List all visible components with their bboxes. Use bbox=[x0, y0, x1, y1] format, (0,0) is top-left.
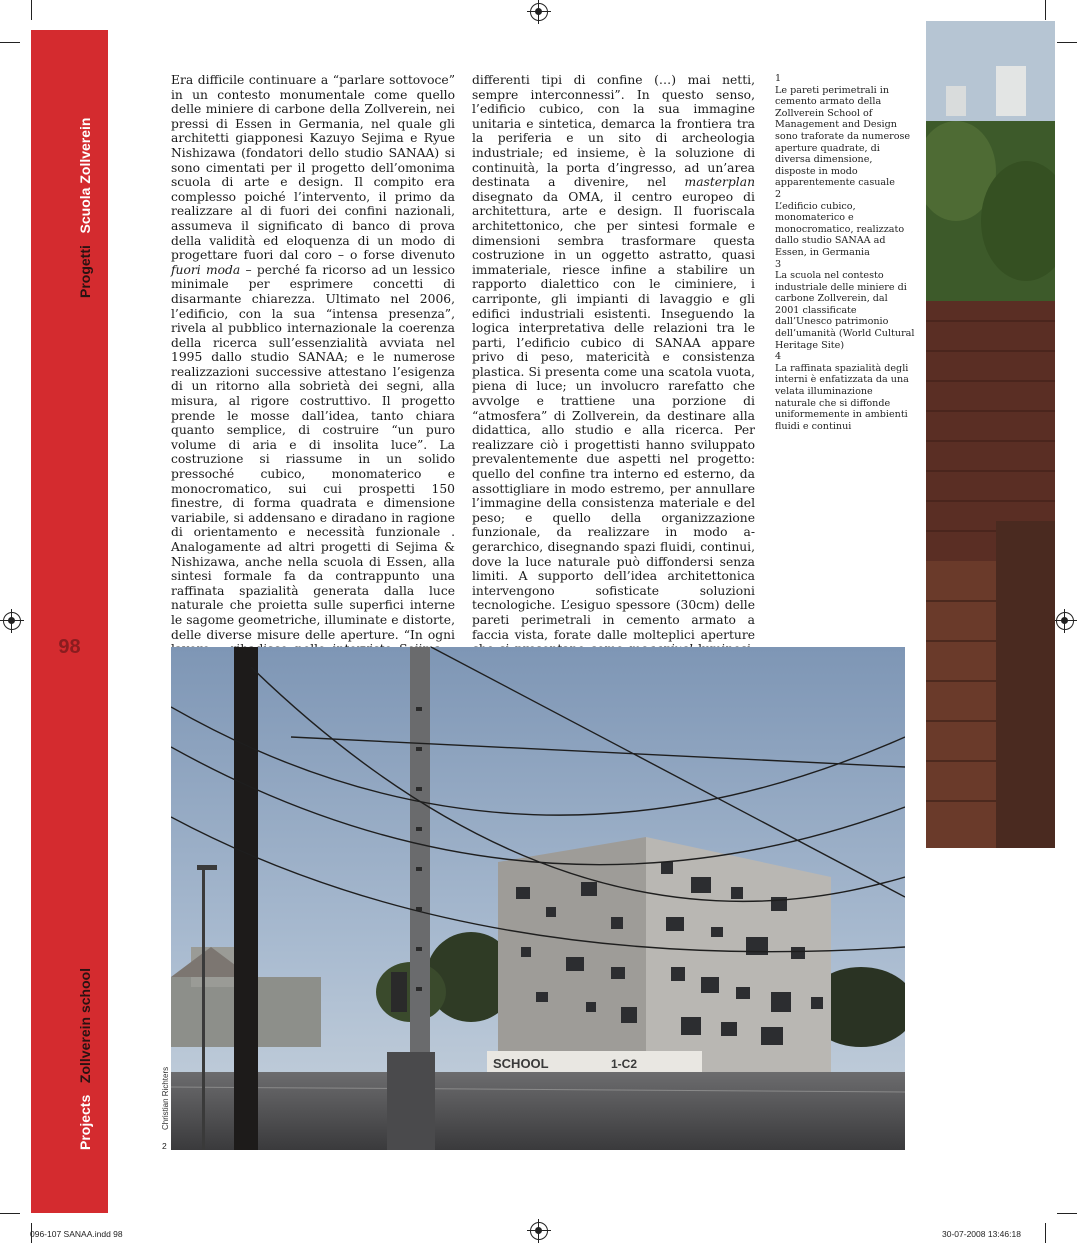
crop-mark bbox=[1045, 1223, 1046, 1243]
registration-mark-icon bbox=[1056, 612, 1074, 630]
caption-text: La scuola nel contesto industriale delle miniere di carbone Zollverein, dal 2001 classificate dall’Unesco patrimonio dell’umanità (World Cultural Heritage Site) bbox=[775, 270, 915, 351]
caption-number: 1 bbox=[775, 73, 782, 84]
photo-zollverein-school bbox=[171, 647, 905, 1150]
registration-mark-icon bbox=[530, 1222, 548, 1240]
registration-mark-icon bbox=[3, 612, 21, 630]
banner-code: 1-C2 bbox=[611, 1057, 638, 1071]
caption-list bbox=[775, 73, 915, 432]
figure-number: 2 bbox=[162, 1141, 167, 1151]
caption-item bbox=[775, 259, 915, 352]
label-zollverein-school: Zollverein school bbox=[77, 967, 93, 1084]
sidebar-section-label-top bbox=[77, 118, 93, 299]
photo-illustration bbox=[926, 21, 1055, 848]
section-sidebar bbox=[31, 30, 108, 1213]
crop-mark bbox=[0, 42, 20, 43]
caption-item bbox=[775, 189, 915, 259]
caption-item bbox=[775, 351, 915, 432]
caption-text: L’edificio cubico, monomaterico e monocromatico, realizzato dallo studio SANAA ad Essen, in Germania bbox=[775, 200, 905, 258]
body-text: Era difficile continuare a “parlare sottovoce” in un contesto monumentale come quello delle miniere di carbone della Zollverein, nei pressi di Essen in Germania, nel quale gli architetti giapponesi Kazuyo Sejima e Ryue Nishizawa (fondatori dello studio SANAA) si sono cimentati per il progetto dell’omonima scuola di arte e design. Il compito era complesso poiché l’intervento, il primo da realizzare al di fuori dei confini nazionali, assumeva il significato di banco di prova della validità ed eloquenza di un modo di progettare fuori dal coro – o forse divenuto bbox=[171, 73, 455, 263]
crop-mark bbox=[1045, 0, 1046, 20]
photo-credit: Christian Richters bbox=[161, 1066, 170, 1130]
caption-number: 3 bbox=[775, 258, 782, 270]
label-progetti: Progetti bbox=[77, 245, 93, 298]
body-text: disegnato da OMA, il centro europeo di architettura, arte e design. Il fuoriscala architettonico, che per sintesi formale e dimensioni sembra trasformare questa costruzione in un oggetto astratto, quasi immateriale, riesce infine a stabilire un rapporto dialettico con le ciminiere, i carriponte, gli impianti di lavaggio e gli edifici industriali esistenti. Inseguendo la logica interpretativa delle relazioni tra le parti, l’edificio cubico di SANAA appare privo di peso, matericità e consistenza plastica. Si presenta come una scatola vuota, piena di luce; un involucro rarefatto che avvolge e trattiene una porzione di “atmosfera” di Zollverein, da destinare alla didattica, allo studio e alla ricerca. Per realizzare ciò i progettisti hanno sviluppato prevalentemente due aspetti nel progetto: quello del confine tra interno ed esterno, da assottigliare in modo estremo, per annullare l’immagine della consistenza materiale e del peso; e quello della organizzazione funzionale, da realizzare in modo a-gerarchico, disegnando spazi fluidi, continui, dove la luce naturale può diffondersi senza limiti. A supporto dell’idea architettonica intervengono sofisticate soluzioni tecnologiche. L’esiguo spessore (30cm) delle pareti perimetrali in cemento armato a faccia vista, forate dalle molteplici aperture bbox=[472, 189, 755, 642]
banner-text: SCHOOL bbox=[493, 1056, 549, 1071]
caption-number: 4 bbox=[775, 351, 782, 363]
page-number: 98 bbox=[58, 636, 81, 658]
body-text: – perché fa ricorso ad un lessico minimale per esprimere concetti di disarmante chiarezza. Ultimato nel 2006, l’edificio, con la sua “intensa presenza”, rivela al pubblico internazionale la coerenza della ricerca sull’essenzialità avviata nel 1995 dallo studio SANAA; e le numerose realizzazioni successive attestano l’esigenza di un ritorno alla sobrietà dei segni, alla misura, al rigore costruttivo. Il progetto prende le mosse dall’idea, tanto chiara quanto semplice, di costruire “un puro volume di aria e di insolita luce”. La costruzione si riassume in un solido pressoché cubico, monomaterico e monocromatico, sui cui prospetti 150 finestre, di forma quadrata e dimensione variabile, si addensano e diradano in ragione di orientamento e necessità funzionale . Analogamente ad altri progetti di Sejima & Nishizawa, anche nella scuola di Essen, alla sintesi formale fa da contrappunto una raffinata spazialità generata dalla luce naturale che proietta sulle superfici interne le sagome geometriche, illuminate e distorte, delle diverse misure delle aperture. “In ogni bbox=[171, 262, 455, 642]
caption-item bbox=[775, 73, 915, 189]
caption-number: 2 bbox=[775, 188, 782, 200]
crop-mark bbox=[1057, 42, 1077, 43]
body-text-italic: masterplan bbox=[684, 175, 755, 190]
body-text-italic: fuori moda bbox=[171, 262, 241, 277]
body-column-2 bbox=[472, 73, 755, 686]
crop-mark bbox=[0, 1213, 20, 1214]
photo-illustration bbox=[171, 647, 905, 1150]
body-column-1 bbox=[171, 73, 455, 671]
footer-file-slug: 096-107 SANAA.indd 98 bbox=[30, 1229, 123, 1239]
crop-mark bbox=[1057, 1213, 1077, 1214]
body-text: differenti tipi di confine (…) mai netti, sempre interconnessi”. In questo senso, l’edificio cubico, con la sua immagine unitaria e sintetica, demarca la frontiera tra la periferia e un sito di archeologia industriale; ed insieme, è la soluzione di continuità, la porta d’ingresso, ad un’area destinata a divenire, nel bbox=[472, 73, 755, 190]
label-projects: Projects bbox=[77, 1094, 93, 1150]
caption-text: Le pareti perimetrali in cemento armato della Zollverein School of Management and Design sono traforate da numerose aperture quadrate, di diversa dimensione, disposte in modo apparentemente casuale bbox=[775, 84, 911, 189]
photo-industrial-context bbox=[926, 21, 1055, 848]
footer-timestamp: 30-07-2008 13:46:18 bbox=[942, 1229, 1021, 1239]
caption-text: La raffinata spazialità degli interni è enfatizzata da una velata illuminazione naturale che si diffonde uniformemente in ambienti fluidi e continui bbox=[775, 362, 909, 432]
label-scuola-zollverein: Scuola Zollverein bbox=[77, 117, 93, 234]
crop-mark bbox=[31, 0, 32, 20]
sidebar-section-label-bottom bbox=[77, 968, 93, 1150]
registration-mark-icon bbox=[530, 3, 548, 21]
